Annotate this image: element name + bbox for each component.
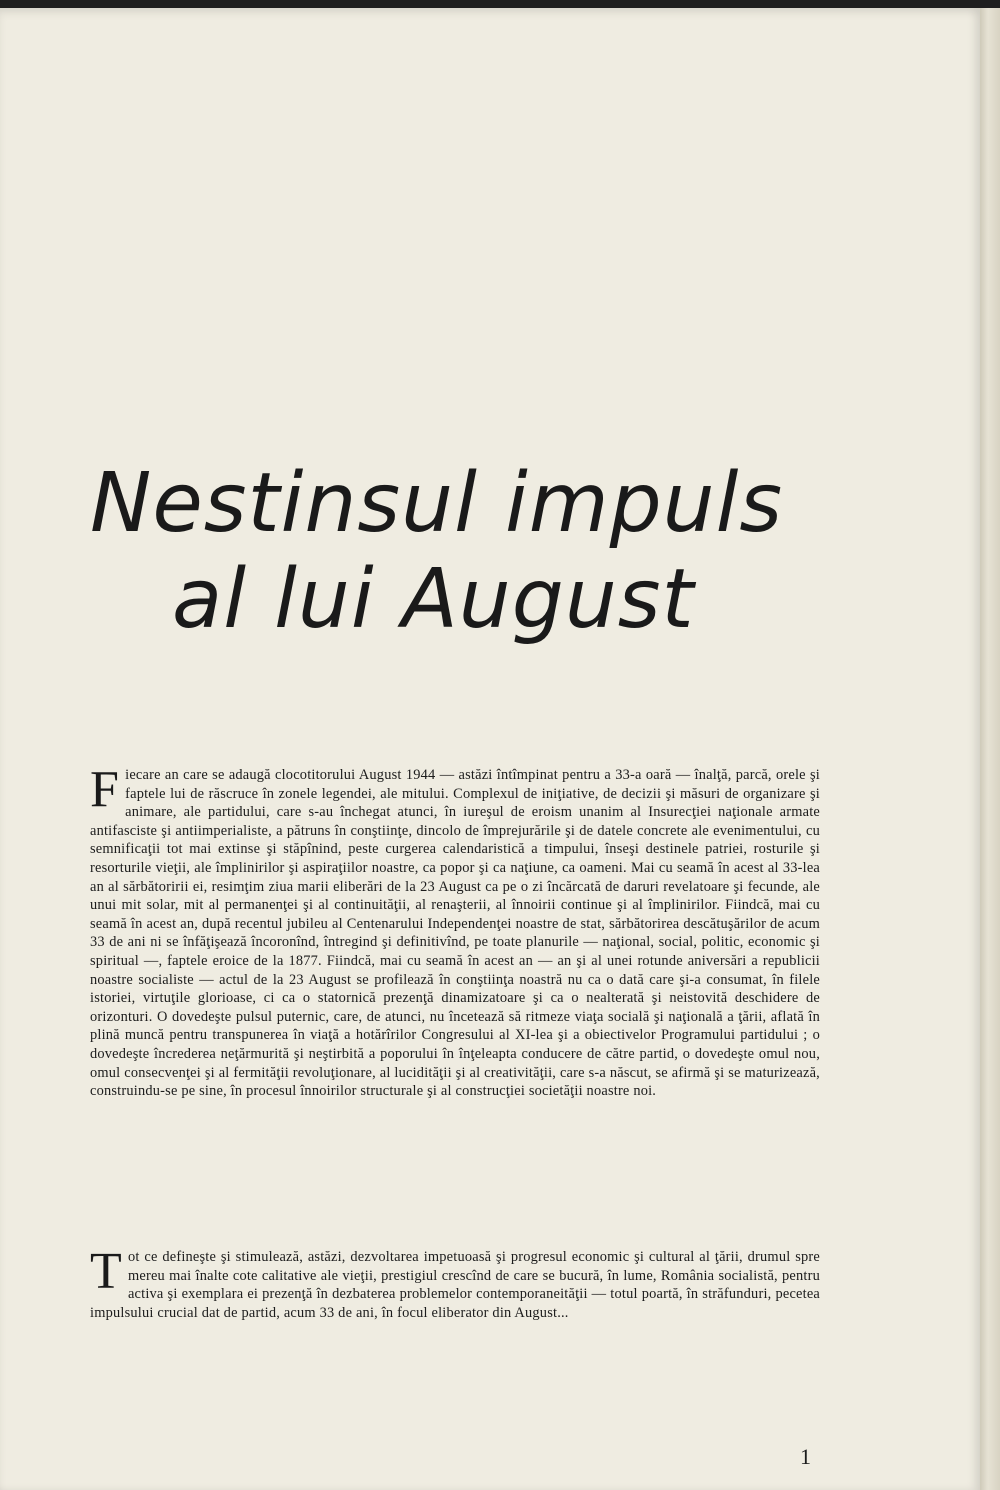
page-edge <box>980 8 1000 1490</box>
title-line-1: Nestinsul impuls <box>90 456 784 551</box>
paragraph-2-text: ot ce defineşte şi stimulează, astăzi, dezvoltarea impetuoasă şi progresul economic şi cultural al ţării, drumul spre mereu mai înalte cote calitative ale vieţii, prestigiul crescînd de care se bucură, în lume, România socialistă, pentru activa şi exemplara ei prezenţă în dezbaterea problemelor contemporaneităţii — totul poartă, în străfunduri, pecetea impulsului crucial dat de partid, acum 33 de ani, în focul eliberator din August... <box>90 1249 820 1321</box>
article-paragraph-1 <box>90 761 820 1101</box>
drop-cap-t: T <box>90 1243 122 1300</box>
page-number: 1 <box>800 1444 811 1469</box>
magazine-page <box>0 8 980 1490</box>
title-line-2: al lui August <box>172 552 695 647</box>
paragraph-1-text: iecare an care se adaugă clocotitorului August 1944 — astăzi întîmpinat pentru a 33-a oară — înalţă, parcă, orele şi faptele lui de răscruce în zonele legendei, ale mitului. Complexul de iniţiative, de decizii şi măsuri de organizare şi animare, ale partidului, care s-au închegat atunci, în iureşul de eroism unanim al Insurecţiei naţionale armate antifasciste şi antiimperialiste, a pătruns în conştiinţe, dincolo de împrejurările şi de datele concrete ale evenimentului, cu semnificaţii tot mai extinse şi stăpînind, peste curgerea calendaristică a timpului, înseşi destinele patriei, rosturile şi resorturile vieţii, ale împlinirilor şi aspiraţiilor noastre, ca popor şi ca naţiune, ca oameni. Mai cu seamă în acest al 33-lea an al sărbătoririi ei, resimţim ziua marii eliberări de la 23 August ca pe o zi încărcată de daruri revelatoare şi fecunde, ale unui mit solar, mit al permanenţei şi al continuităţii, al renaşterii, al înnoirii continue şi al împlinirilor. Fiindcă, mai cu seamă în acest an, după recentul jubileu al Centenarului Independenţei noastre de stat, sărbătorirea descătuşărilor de acum 33 de ani ni se înfăţişează încoronînd, întregind şi definitivînd, pe toate planurile — naţional, social, politic, economic şi spiritual —, faptele eroice de la 1877. Fiindcă, mai cu seamă în acest an — an şi al unei rotunde aniversări a republicii noastre socialiste — actul de la 23 August se profilează în conştiinţa noastră nu ca o dată care şi-a consumat, în filele istoriei, virtuţile glorioase, ci ca o statornică prezenţă dinamizatoare şi ca o nealterată şi neistovită deschidere de orizonturi. O dovedeşte pulsul puternic, care, de atunci, nu încetează să ritmeze viaţa socială şi naţională a ţării, aflată în plină muncă pentru transpunerea în viaţă a hotărîrilor Congresului al XI-lea şi a obiectivelor Programului partidului ; o dovedeşte încrederea neţărmurită şi neştirbită a poporului în înţeleapta conducere de către partid, o dovedeşte omul nou, omul consecvenţei şi al fermităţii revoluţionare, al lucidităţii şi al creativităţii, care s-a născut, se afirmă şi se maturizează, construindu-se pe sine, în procesul înnoirilor structurale şi al construcţiei societăţii noastre noi. <box>90 767 820 1100</box>
article-paragraph-2 <box>90 1243 820 1322</box>
scan-top-border <box>0 0 1000 8</box>
drop-cap-f: F <box>90 761 120 818</box>
article-title <box>90 456 790 648</box>
